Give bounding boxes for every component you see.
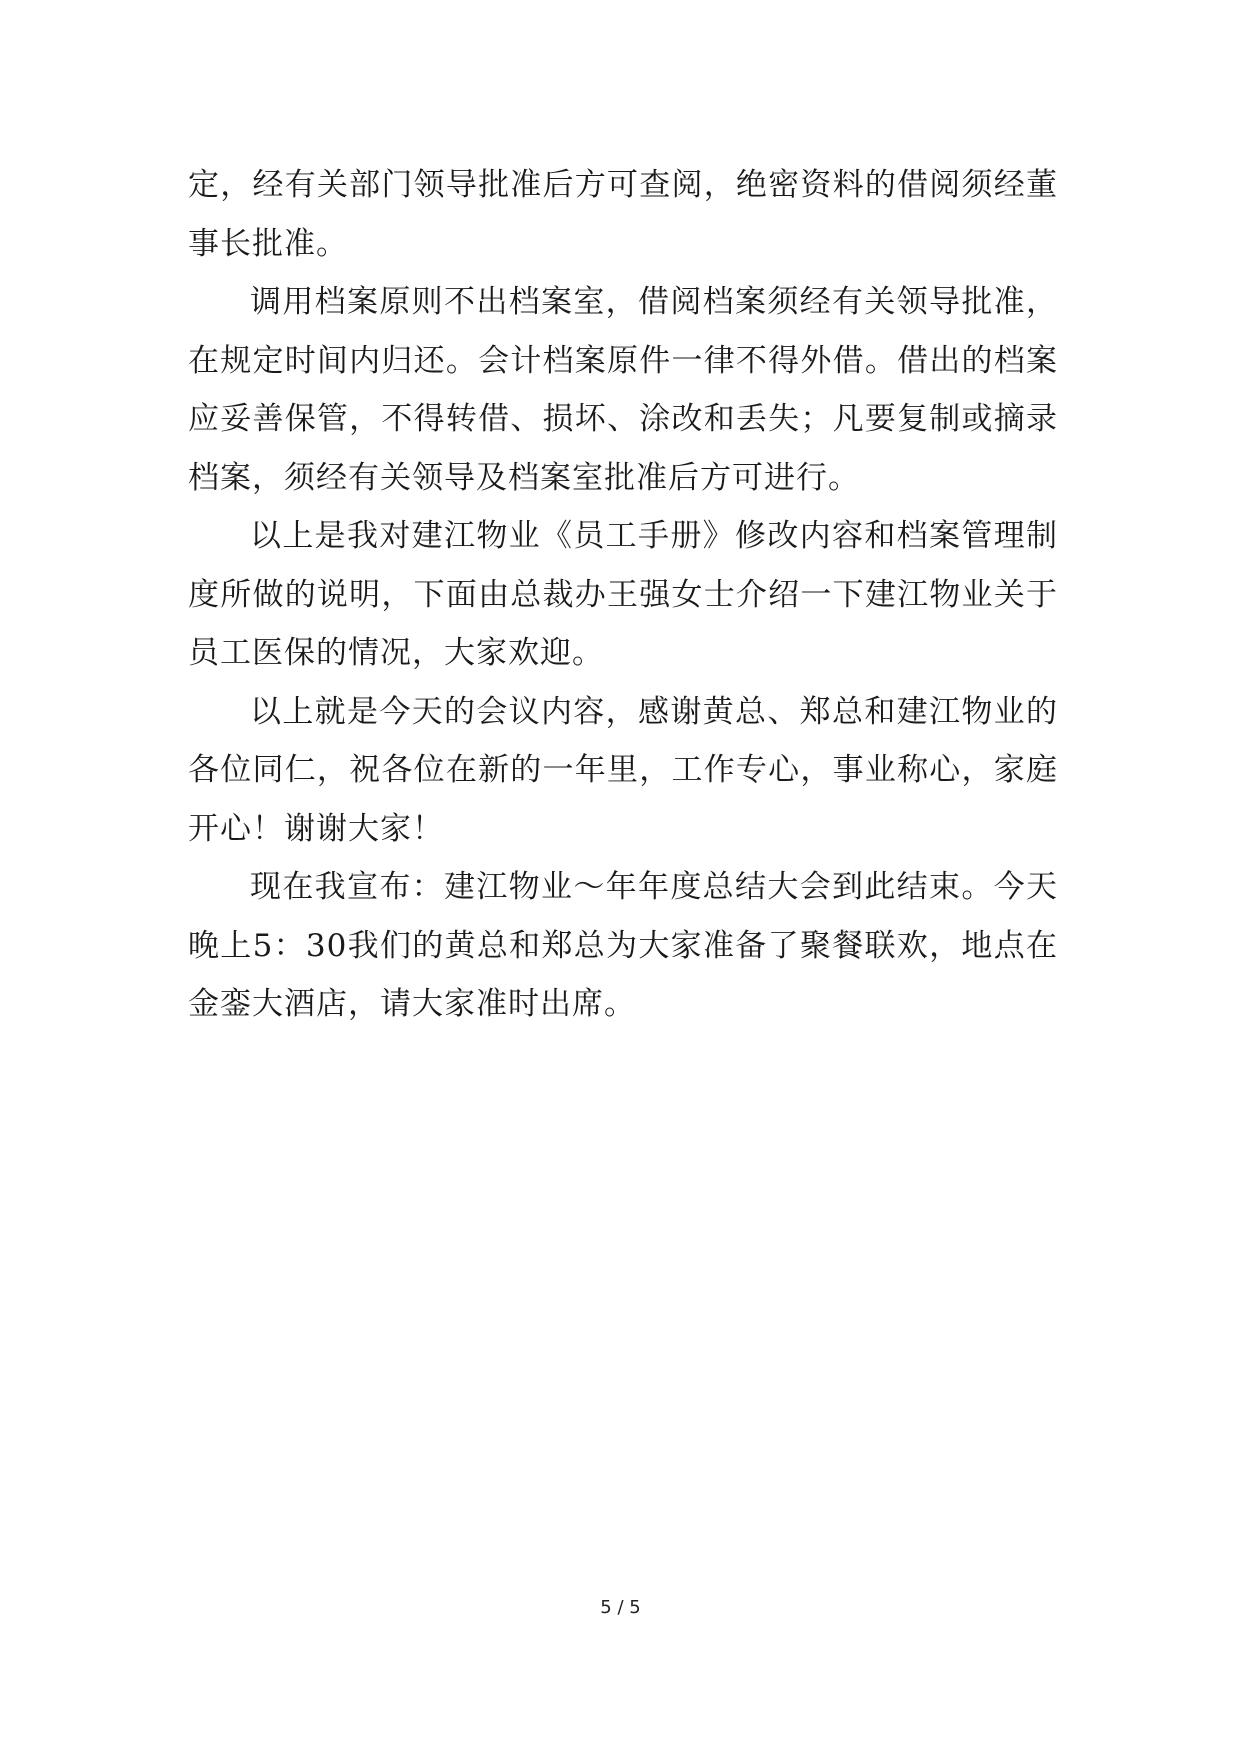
paragraph-closing-thanks: 以上就是今天的会议内容，感谢黄总、郑总和建江物业的各位同仁，祝各位在新的一年里，工作专心，事业称心，家庭开心！谢谢大家！ xyxy=(188,693,1058,847)
paragraph-continuation: 定，经有关部门领导批准后方可查阅，绝密资料的借阅须经董事长批准。 xyxy=(188,167,1058,262)
page-number: 5 / 5 xyxy=(600,1597,641,1618)
document-body xyxy=(188,156,1058,1034)
paragraph-meeting-end: 现在我宣布：建江物业～年年度总结大会到此结束。今天晚上5：30我们的黄总和郑总为大家准备了聚餐联欢，地点在金銮大酒店，请大家准时出席。 xyxy=(188,869,1058,1022)
paragraph-archive-borrowing: 调用档案原则不出档案室，借阅档案须经有关领导批准，在规定时间内归还。会计档案原件一律不得外借。借出的档案应妥善保管，不得转借、损坏、涂改和丢失；凡要复制或摘录档案，须经有关领导及档案室批准后方可进行。 xyxy=(188,284,1058,496)
paragraph-handbook-explanation: 以上是我对建江物业《员工手册》修改内容和档案管理制度所做的说明，下面由总裁办王强女士介绍一下建江物业关于员工医保的情况，大家欢迎。 xyxy=(188,518,1058,671)
